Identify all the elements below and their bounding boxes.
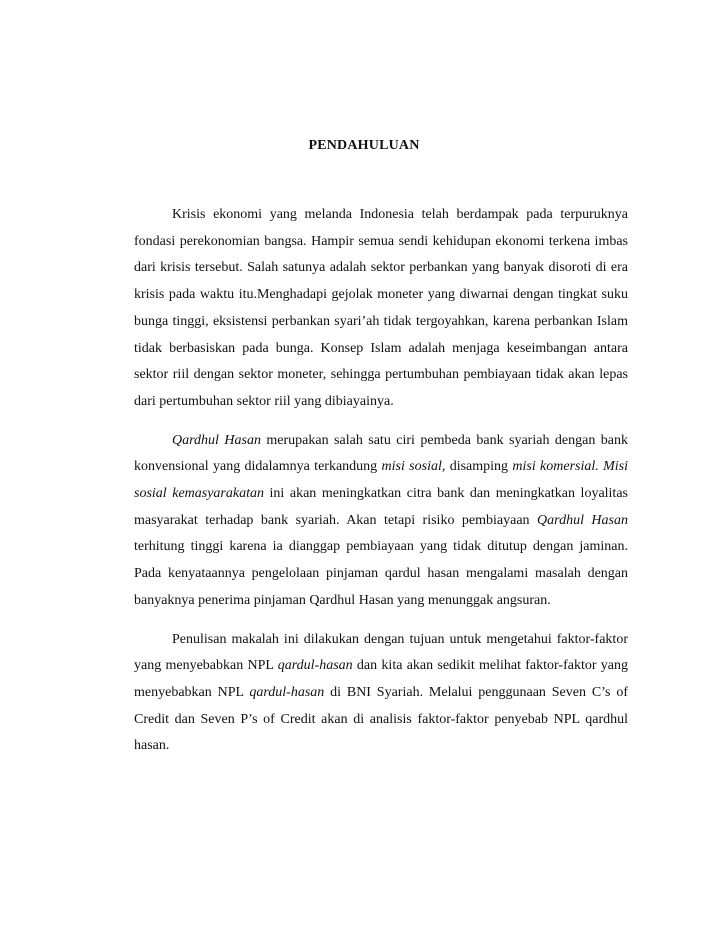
paragraph-1 [134,202,628,416]
italic-term-qardhul-hasan: Qardhul Hasan [172,432,261,448]
document-body [134,202,628,772]
italic-term-misi-sosial: misi sosial, [381,459,446,475]
paragraph-2-text-c: ini akan meningkatkan citra bank dan meningkatkan loyalitas masyarakat terhadap bank syariah. Akan tetapi risiko pembiayaan [134,486,628,528]
paragraph-3-text-b: dan kita akan sedikit melihat faktor-faktor yang menyebabkan NPL [134,658,628,700]
page-title: PENDAHULUAN [308,138,420,153]
paragraph-2-text-b: disamping [445,459,513,475]
paragraph-2 [134,428,628,615]
paragraph-1-text: Krisis ekonomi yang melanda Indonesia telah berdampak pada terpuruknya fondasi perekonomian bangsa. Hampir semua sendi kehidupan ekonomi terkena imbas dari krisis tersebut. Salah satunya adalah sektor perbankan yang banyak disoroti di era krisis pada waktu itu.Menghadapi gejolak moneter yang diwarnai dengan tingkat suku bunga tinggi, eksistensi perbankan syari’ah tidak tergoyahkan, karena perbankan Islam tidak berbasiskan pada bunga. Konsep Islam adalah menjaga keseimbangan antara sektor riil dengan sektor moneter, sehingga pertumbuhan pembiayaan tidak akan lepas dari pertumbuhan sektor riil yang dibiayainya. [134,207,628,409]
paragraph-3-text-c: di BNI Syariah. Melalui penggunaan Seven C’s of Credit dan Seven P’s of Credit akan di analisis faktor-faktor penyebab NPL qardhul hasan. [134,684,628,754]
italic-term-misi-komersial: misi komersial. Misi sosial kemasyarakatan [134,459,628,502]
paragraph-2-text-a: merupakan salah satu ciri pembeda bank syariah dengan bank konvensional yang didalamnya terkandung [134,432,628,475]
italic-term-qardul-hasan-2: qardul-hasan [249,684,325,700]
paragraph-2-text-d: terhitung tinggi karena ia dianggap pembiayaan yang tidak ditutup dengan jaminan. Pada kenyataannya pengelolaan pinjaman qardul hasan mengalami masalah dengan banyaknya penerima pinjaman Qardhul Hasan yang menunggak angsuran. [134,539,628,608]
italic-term-qardul-hasan: qardul-hasan [277,658,353,674]
italic-term-qardhul-hasan-2: Qardhul Hasan [537,512,628,528]
paragraph-3-text-a: Penulisan makalah ini dilakukan dengan tujuan untuk mengetahui faktor-faktor yang menyebabkan NPL [134,631,628,674]
paragraph-3 [134,627,628,761]
